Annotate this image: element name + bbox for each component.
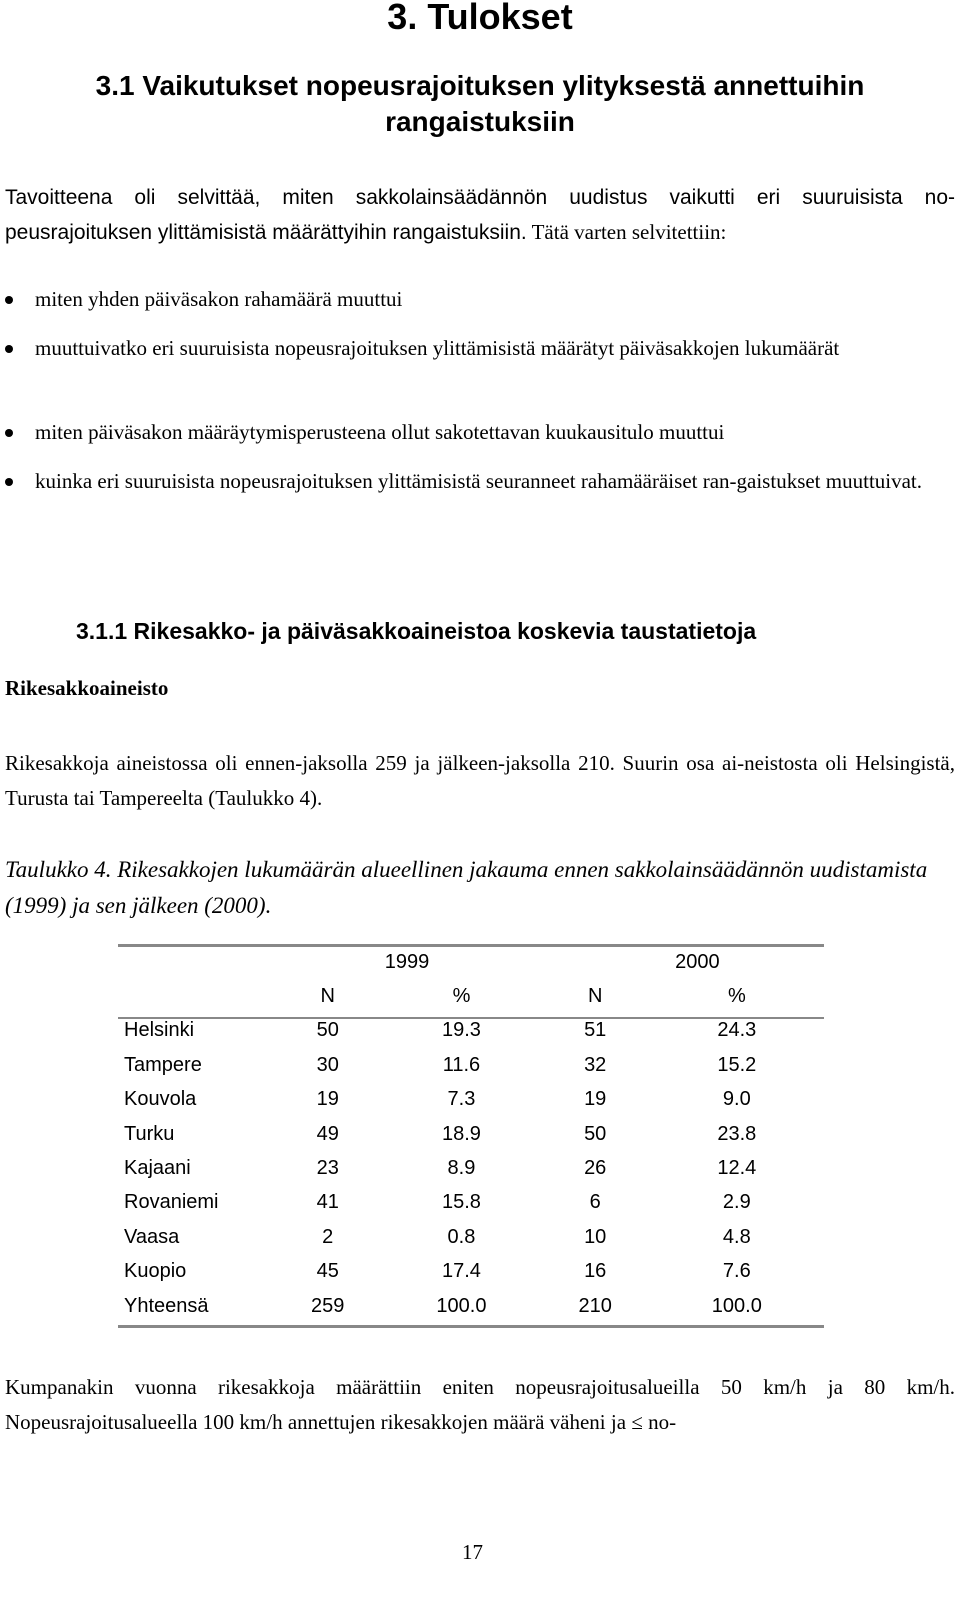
table-cell-city: Vaasa	[124, 1225, 180, 1248]
table-bottom-rule	[118, 1325, 824, 1328]
table-row	[118, 1255, 824, 1289]
table-row	[118, 1289, 824, 1323]
table-cell-pct-1999: 15.8	[441, 1191, 481, 1214]
table-row	[118, 1014, 824, 1048]
bullet-text: kuinka eri suuruisista nopeusrajoituksen ylittämisistä seuranneet rahamääräiset ran-gaistukset muuttuivat.	[35, 469, 923, 493]
bullet-dot-icon	[5, 429, 13, 437]
table-cell-pct-1999: 11.6	[442, 1053, 481, 1076]
table-cell-city: Rovaniemi	[124, 1191, 219, 1214]
bullet-dot-icon	[5, 478, 13, 486]
paragraph-3: Kumpanakin vuonna rikesakkoja määrättiin eniten nopeusrajoitusalueilla 50 km/h ja 80 km/h. Nopeusrajoitusalueella 100 km/h annettujen rikesakkojen määrä väheni ja ≤ no-	[5, 1375, 955, 1434]
table-cell-pct-2000: 12.4	[717, 1157, 757, 1180]
table-cell-n-2000: 6	[589, 1191, 601, 1214]
table-cell-n-2000: 16	[584, 1260, 607, 1283]
table-cell-pct-2000: 23.8	[717, 1122, 757, 1145]
table-cell-n-2000: 50	[584, 1122, 607, 1145]
table-row	[118, 1186, 824, 1220]
table-cell-pct-2000: 7.6	[722, 1260, 751, 1283]
table-cell-city: Helsinki	[124, 1019, 195, 1042]
table-cell-pct-2000: 100.0	[711, 1294, 762, 1317]
bullet-dot-icon	[5, 345, 13, 353]
table-year-row	[118, 945, 824, 979]
table-cell-n-2000: 51	[584, 1019, 607, 1042]
year-2000: 2000	[675, 950, 720, 973]
table-cell-pct-1999: 8.9	[447, 1157, 476, 1180]
table-cell-pct-2000: 4.8	[722, 1225, 751, 1248]
bullet-item	[5, 282, 955, 317]
year-1999: 1999	[384, 950, 430, 973]
table-cell-pct-1999: 7.3	[447, 1088, 476, 1111]
table-cell-city: Tampere	[124, 1053, 202, 1076]
subsection-title: 3.1.1 Rikesakko- ja päiväsakkoaineistoa koskevia taustatietoja	[76, 618, 757, 644]
bullet-item	[5, 415, 955, 450]
bullet-text: miten päiväsakon määräytymisperusteena ollut sakotettavan kuukausitulo muuttui	[35, 420, 725, 444]
intro-paragraph	[5, 180, 955, 250]
bullet-text: muuttuivatko eri suuruisista nopeusrajoituksen ylittämisistä määrätyt päiväsakkojen lukumäärät	[35, 336, 840, 360]
table-cell-city: Yhteensä	[124, 1294, 209, 1317]
table-caption: Taulukko 4. Rikesakkojen lukumäärän alueellinen jakauma ennen sakkolainsäädännön uudistamista (1999) ja sen jälkeen (2000).	[5, 857, 928, 918]
table-cell-pct-1999: 0.8	[447, 1225, 476, 1248]
bullet-text: miten yhden päiväsakon rahamäärä muuttui	[35, 287, 403, 311]
table-cell-city: Kuopio	[124, 1260, 187, 1283]
table-row	[118, 1117, 824, 1151]
subheading: Rikesakkoaineisto	[5, 676, 169, 700]
table-cell-n-1999: 41	[316, 1191, 339, 1214]
table-cell-n-1999: 49	[316, 1122, 339, 1145]
data-table	[118, 945, 824, 1323]
table-cell-n-1999: 2	[322, 1225, 334, 1248]
table-row	[118, 1083, 824, 1117]
table-cell-n-2000: 10	[584, 1225, 607, 1248]
table-cell-n-1999: 45	[316, 1260, 339, 1283]
bullet-dot-icon	[5, 296, 13, 304]
col-pct-2000: %	[727, 985, 746, 1008]
table-cell-n-1999: 50	[316, 1019, 339, 1042]
bullet-item	[5, 331, 955, 366]
section-title: 3.1 Vaikutukset nopeusrajoituksen ylityksestä annettuihin rangaistuksiin	[95, 70, 865, 137]
table-row	[118, 1151, 824, 1185]
table-cell-city: Kajaani	[124, 1157, 191, 1180]
table-cell-n-2000: 32	[584, 1053, 607, 1076]
table-cell-n-2000: 19	[584, 1088, 607, 1111]
bullet-item	[5, 464, 955, 499]
table-cell-city: Kouvola	[124, 1088, 197, 1111]
col-n-2000: N	[587, 985, 603, 1008]
intro-paragraph-part2: Tätä varten selvitettiin:	[526, 220, 727, 244]
table-cell-n-1999: 23	[316, 1157, 339, 1180]
col-n-1999: N	[320, 985, 335, 1008]
paragraph-2: Rikesakkoja aineistossa oli ennen-jaksolla 259 ja jälkeen-jaksolla 210. Suurin osa ai-neistosta oli Helsingistä, Turusta tai Tampereelta (Taulukko 4).	[5, 751, 955, 810]
table-row	[118, 1048, 824, 1082]
table-cell-pct-1999: 19.3	[441, 1019, 481, 1042]
table-cell-pct-2000: 15.2	[717, 1053, 757, 1076]
col-pct-1999: %	[452, 985, 471, 1008]
page-number: 17	[462, 1540, 483, 1564]
table-cell-pct-2000: 2.9	[722, 1191, 751, 1214]
table-cell-n-1999: 19	[316, 1088, 339, 1111]
chapter-heading: 3. Tulokset	[387, 0, 573, 37]
table-cell-n-1999: 259	[311, 1294, 345, 1317]
table-cell-n-2000: 210	[578, 1294, 612, 1317]
table-row	[118, 1220, 824, 1254]
table-cell-n-1999: 30	[316, 1053, 339, 1076]
intro-paragraph-part1: Tavoitteena oli selvittää, miten sakkolainsäädännön uudistus vaikutti eri suuruisista no-peusrajoituksen ylittämisistä määrättyihin rangaistuksiin.	[5, 186, 955, 244]
table-cell-pct-1999: 17.4	[441, 1260, 481, 1283]
table-cell-pct-1999: 18.9	[441, 1122, 481, 1145]
table-cell-pct-1999: 100.0	[436, 1294, 487, 1317]
table-cell-pct-2000: 24.3	[717, 1019, 757, 1042]
table-subheader-row	[118, 979, 824, 1013]
table-cell-pct-2000: 9.0	[722, 1088, 751, 1111]
table-cell-n-2000: 26	[584, 1157, 607, 1180]
table-cell-city: Turku	[124, 1122, 175, 1145]
